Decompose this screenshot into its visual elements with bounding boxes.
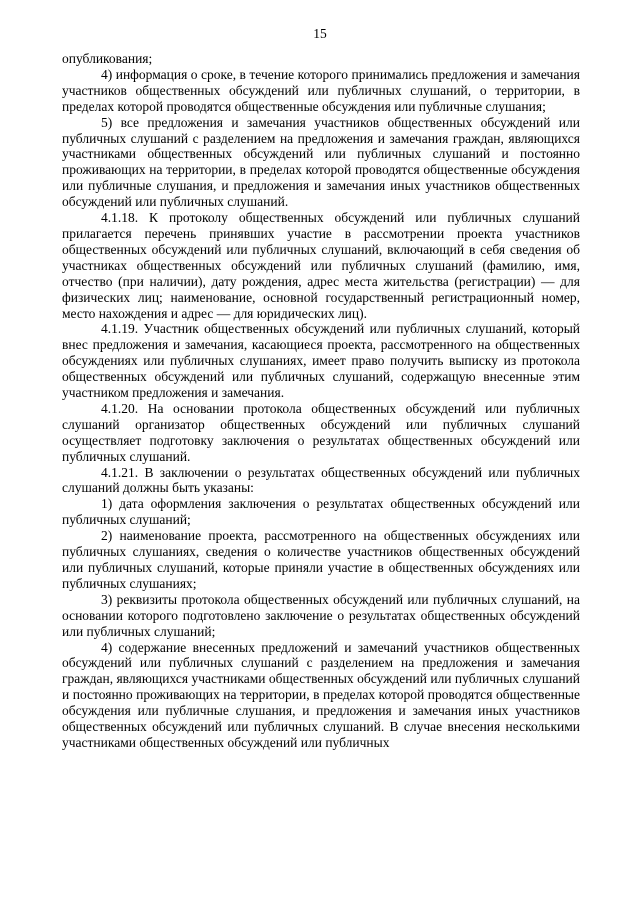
paragraph: 4.1.20. На основании протокола общественных обсуждений или публичных слушаний организатор общественных обсуждений или публичных слушаний осуществляет подготовку заключения о результатах общественных обсуждений или публичных слушаний. (62, 400, 580, 464)
paragraph: 4.1.18. К протоколу общественных обсуждений или публичных слушаний прилагается перечень принявших участие в рассмотрении проекта участников общественных обсуждений или публичных слушаний, включающий в себя сведения об участниках общественных обсуждений или публичных слушаний (фамилию, имя, отчество (при наличии), дату рождения, адрес места жительства (регистрации) — для физических лиц; наименование, основной государственный регистрационный номер, место нахождения и адрес — для юридических лиц). (62, 210, 580, 321)
paragraph: 4.1.21. В заключении о результатах общественных обсуждений или публичных слушаний должны быть указаны: (62, 464, 580, 496)
paragraph: опубликования; (62, 51, 153, 66)
paragraph: 2) наименование проекта, рассмотренного на общественных обсуждениях или публичных слушаниях, сведения о количестве участников общественных обсуждений или публичных слушаний, которые приняли участие в общественных обсуждениях или публичных слушаниях; (62, 528, 580, 591)
paragraph: 5) все предложения и замечания участников общественных обсуждений или публичных слушаний с разделением на предложения и замечания граждан, являющихся участниками общественных обсуждений или публичных слушаний и постоянно проживающих на территории, в пределах которой проводятся общественные обсуждения или публичные слушания, и предложения и замечания иных участников общественных обсуждений или публичных слушаний. (62, 114, 580, 210)
paragraph: 1) дата оформления заключения о результатах общественных обсуждений или публичных слушаний; (62, 496, 580, 528)
paragraph: 4) информация о сроке, в течение которого принимались предложения и замечания участников общественных обсуждений или публичных слушаний, о территории, в пределах которой проводятся общественные обсуждения или публичные слушания; (62, 66, 580, 114)
paragraph: 4.1.19. Участник общественных обсуждений или публичных слушаний, который внес предложения и замечания, касающиеся проекта, рассмотренного на общественных обсуждениях или публичных слушаниях, имеет право получить выписку из протокола общественных обсуждений или публичных слушаний, содержащую внесенные этим участником предложения и замечания. (62, 321, 580, 401)
paragraph: 3) реквизиты протокола общественных обсуждений или публичных слушаний, на основании которого подготовлено заключение о результатах общественных обсуждений или публичных слушаний; (62, 591, 580, 639)
page-number: 15 (313, 26, 327, 41)
document-body (62, 51, 580, 751)
paragraph: 4) содержание внесенных предложений и замечаний участников общественных обсуждений или публичных слушаний с разделением на предложения и замечания граждан, являющихся участниками общественных обсуждений или публичных слушаний и постоянно проживающих на территории, в пределах которой проводятся общественные обсуждения или публичные слушания, и предложения и замечания иных участников общественных обсуждений или публичных слушаний. В случае внесения несколькими участниками общественных обсуждений или публичных (62, 639, 580, 750)
